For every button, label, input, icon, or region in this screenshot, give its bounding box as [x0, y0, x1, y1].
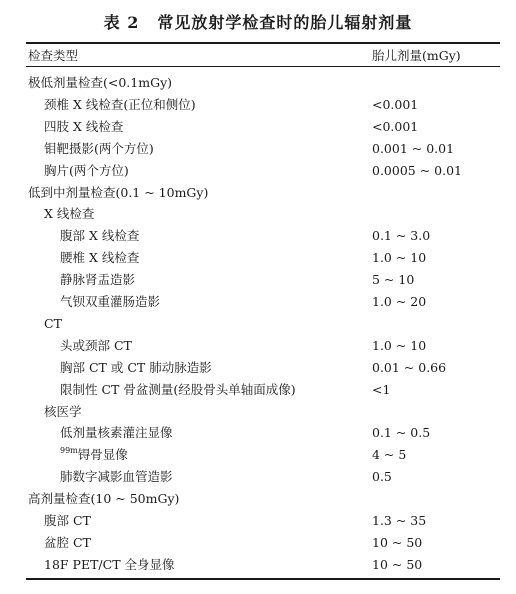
row-dose-value: <0.001	[372, 96, 419, 112]
row-label	[60, 335, 132, 357]
row-label-text: 头或颈部 CT	[60, 337, 132, 353]
row-label-text: 四肢 X 线检查	[44, 118, 124, 134]
row-dose-value: 0.01 ~ 0.66	[372, 359, 447, 375]
row-label-text: 低剂量核素灌注显像	[60, 425, 173, 441]
row-label	[44, 313, 62, 335]
row-dose-value: 0.5	[372, 469, 392, 485]
row-label	[60, 291, 160, 313]
row-dose-value: 1.0 ~ 20	[372, 294, 427, 309]
row-label-text: 气钡双重灌肠造影	[60, 294, 161, 309]
row-label-text: 限制性 CT 骨盆测量(经股骨头单轴面成像)	[60, 381, 296, 397]
row-label-text: 18F PET/CT 全身显像	[44, 556, 175, 572]
table-row	[0, 247, 516, 269]
table-title-text: 常见放射学检查时的胎儿辐射剂量	[157, 13, 413, 32]
table-row	[0, 160, 516, 182]
table-number: 表 2	[103, 13, 140, 32]
row-label-text: 腰椎 X 线检查	[60, 250, 140, 266]
table-row	[0, 313, 516, 335]
row-label	[60, 444, 128, 466]
row-label-text: 腹部 CT	[44, 513, 91, 528]
row-dose-value: <0.001	[372, 118, 419, 134]
row-label	[28, 182, 208, 204]
table-row	[0, 94, 516, 116]
column-header-fetal-dose: 胎儿剂量(mGy)	[372, 48, 461, 63]
table-row	[0, 335, 516, 357]
table-row	[0, 488, 516, 510]
row-label-text: 肺数字减影血管造影	[60, 469, 173, 485]
row-label	[28, 72, 172, 94]
row-label-text: 静脉肾盂造影	[60, 272, 136, 288]
row-label-text: 盆腔 CT	[44, 534, 91, 550]
row-label	[44, 401, 82, 423]
table-row	[0, 138, 516, 160]
isotope-superscript: 99m	[60, 446, 78, 456]
header-rule	[26, 66, 500, 67]
table-row	[0, 532, 516, 554]
row-label-text: 低到中剂量检查(0.1 ~ 10mGy)	[28, 184, 209, 200]
row-dose-value: 0.1 ~ 0.5	[372, 425, 431, 441]
row-dose-value: 5 ~ 10	[372, 272, 415, 288]
table-row	[0, 269, 516, 291]
row-label	[44, 116, 123, 138]
row-label-text: 钼靶摄影(两个方位)	[44, 140, 154, 156]
table-row	[0, 291, 516, 313]
row-label	[60, 357, 212, 379]
table-row	[0, 554, 516, 576]
row-dose-value: 1.0 ~ 10	[372, 337, 427, 353]
row-label	[44, 160, 129, 182]
table-row	[0, 225, 516, 247]
row-dose-value: 0.001 ~ 0.01	[372, 140, 455, 156]
table-row	[0, 422, 516, 444]
row-label-text: 颈椎 X 线检查(正位和侧位)	[44, 96, 196, 112]
row-label	[44, 554, 175, 576]
row-dose-value: 4 ~ 5	[372, 447, 407, 463]
row-label-text: X 线检查	[44, 206, 95, 222]
row-label-text: 核医学	[44, 403, 82, 419]
row-label-text: 锝骨显像	[77, 447, 128, 463]
row-label-text: 胸部 CT 或 CT 肺动脉造影	[60, 359, 212, 375]
column-header-exam-type: 检查类型	[28, 48, 79, 63]
table-row	[0, 379, 516, 401]
row-label	[60, 247, 139, 269]
row-label	[60, 225, 139, 247]
table-row	[0, 72, 516, 94]
row-dose-value: 0.1 ~ 3.0	[372, 228, 431, 244]
row-dose-value: 1.0 ~ 10	[372, 250, 427, 266]
row-dose-value: 0.0005 ~ 0.01	[372, 162, 462, 178]
row-label	[44, 532, 91, 554]
table-row	[0, 510, 516, 532]
row-dose-value: <1	[372, 381, 391, 397]
table-title	[0, 10, 516, 33]
table-row	[0, 116, 516, 138]
row-label	[60, 379, 296, 401]
row-label-text: 胸片(两个方位)	[44, 162, 129, 178]
table-row	[0, 203, 516, 225]
top-rule	[26, 42, 500, 44]
row-dose-value: 10 ~ 50	[372, 534, 423, 550]
table-row	[0, 357, 516, 379]
row-label-text: 高剂量检查(10 ~ 50mGy)	[28, 491, 180, 507]
row-label	[60, 269, 135, 291]
table-row	[0, 401, 516, 423]
table-row	[0, 466, 516, 488]
row-label	[28, 488, 179, 510]
row-label	[44, 94, 196, 116]
row-label-text: 极低剂量检查(<0.1mGy)	[28, 75, 173, 90]
row-label-text: 腹部 X 线检查	[60, 228, 140, 244]
row-label-text: CT	[44, 315, 62, 331]
row-label	[60, 466, 173, 488]
row-label	[44, 510, 91, 532]
bottom-rule	[26, 578, 500, 580]
row-dose-value: 1.3 ~ 35	[372, 513, 427, 528]
table-row	[0, 444, 516, 466]
row-label	[44, 138, 154, 160]
table-row	[0, 182, 516, 204]
row-label	[44, 203, 94, 225]
row-dose-value: 10 ~ 50	[372, 556, 423, 572]
row-label	[60, 422, 173, 444]
